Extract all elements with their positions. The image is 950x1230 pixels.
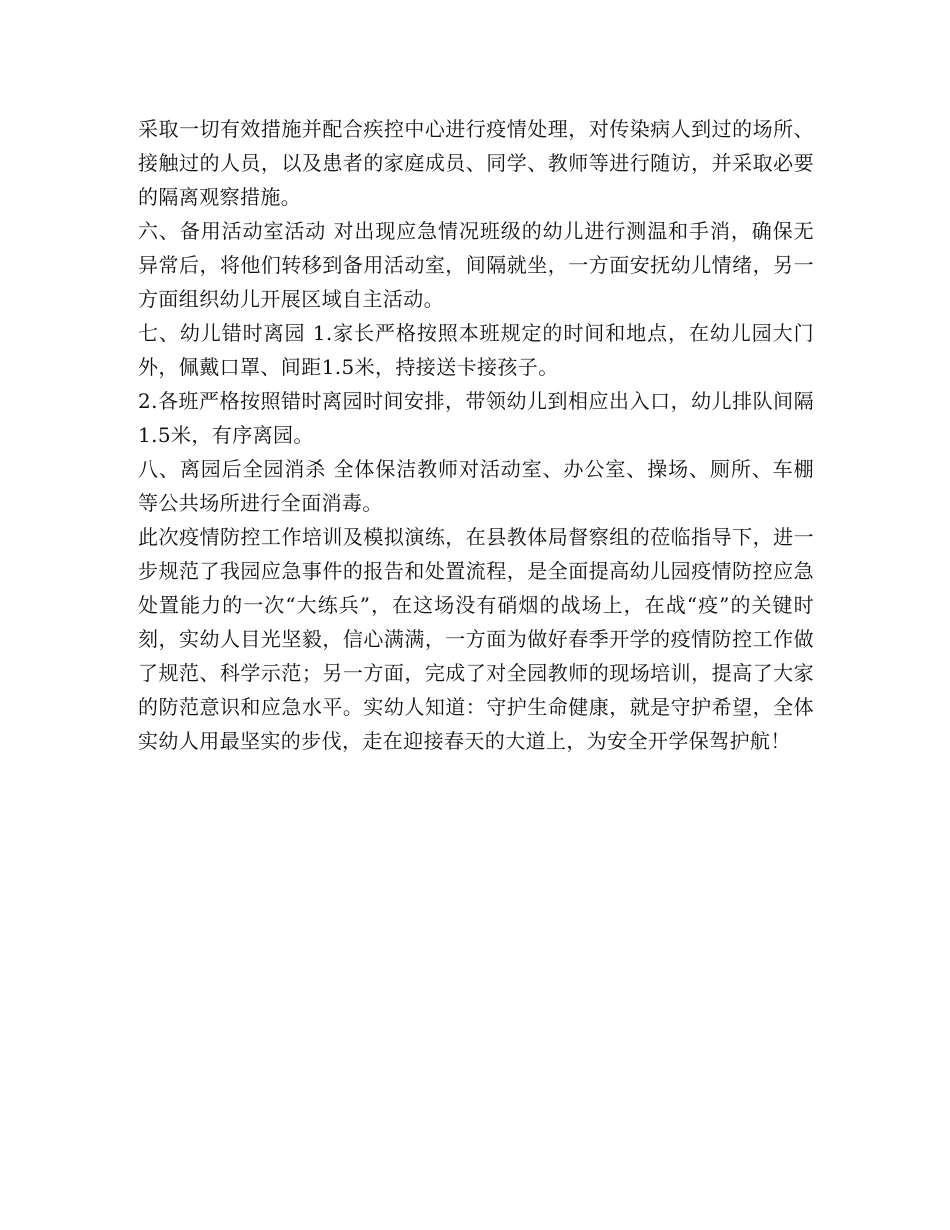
paragraph-staggered-departure-1: 七、幼儿错时离园 1.家长严格按照本班规定的时间和地点，在幼儿园大门外，佩戴口罩、间距1.5米，持接送卡接孩子。 bbox=[138, 321, 814, 379]
paragraph-epidemic-handling: 采取一切有效措施并配合疾控中心进行疫情处理，对传染病人到过的场所、接触过的人员，以及患者的家庭成员、同学、教师等进行随访，并采取必要的隔离观察措施。 bbox=[138, 117, 814, 209]
paragraph-summary: 此次疫情防控工作培训及模拟演练，在县教体局督察组的莅临指导下，进一步规范了我园应急事件的报告和处置流程，是全面提高幼儿园疫情防控应急处置能力的一次“大练兵”，在这场没有硝烟的战场上，在战“疫”的关键时刻，实幼人目光坚毅，信心满满，一方面为做好春季开学的疫情防控工作做了规范、科学示范；另一方面，完成了对全园教师的现场培训，提高了大家的防范意识和应急水平。实幼人知道：守护生命健康，就是守护希望，全体实幼人用最坚实的步伐，走在迎接春天的大道上，为安全开学保驾护航！ bbox=[138, 525, 814, 753]
document-body bbox=[138, 112, 814, 758]
paragraph-staggered-departure-2: 2.各班严格按照错时离园时间安排，带领幼儿到相应出入口，幼儿排队间隔1.5米，有序离园。 bbox=[138, 389, 814, 447]
paragraph-disinfection: 八、离园后全园消杀 全体保洁教师对活动室、办公室、操场、厕所、车棚等公共场所进行全面消毒。 bbox=[138, 457, 814, 515]
paragraph-backup-activity-room: 六、备用活动室活动 对出现应急情况班级的幼儿进行测温和手消，确保无异常后，将他们转移到备用活动室，间隔就坐，一方面安抚幼儿情绪，另一方面组织幼儿开展区域自主活动。 bbox=[138, 219, 814, 311]
